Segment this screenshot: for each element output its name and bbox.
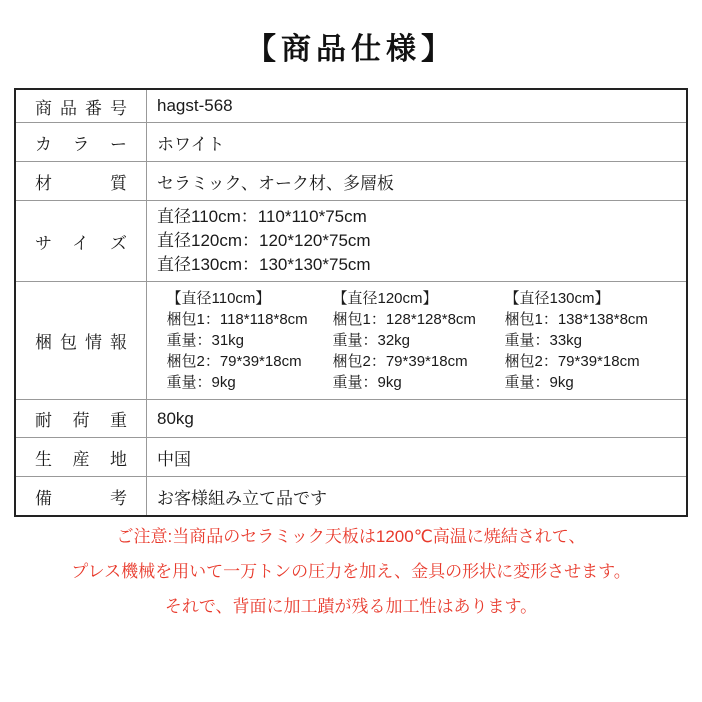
row-value bbox=[147, 162, 686, 200]
table-row-color bbox=[16, 122, 686, 161]
row-label-text: 生産地 bbox=[35, 449, 127, 469]
row-value bbox=[147, 400, 686, 437]
row-value bbox=[147, 477, 686, 515]
packing-header: 【直径110cm】 bbox=[166, 290, 271, 307]
caution-notice bbox=[0, 519, 702, 624]
table-row-packing bbox=[16, 281, 686, 399]
table-row-origin bbox=[16, 437, 686, 476]
origin-value: 中国 bbox=[157, 449, 191, 469]
product-number-value: hagst-568 bbox=[157, 96, 233, 115]
table-row-product-number bbox=[16, 90, 686, 122]
notes-value: お客様組み立て品です bbox=[157, 488, 327, 508]
packing-line: 梱包2：79*39*18cm bbox=[332, 353, 468, 370]
row-value bbox=[147, 90, 686, 122]
color-value: ホワイト bbox=[157, 134, 225, 154]
row-label bbox=[16, 438, 147, 476]
row-label-text: 備考 bbox=[35, 488, 127, 508]
row-label bbox=[16, 282, 147, 399]
table-row-load-capacity bbox=[16, 399, 686, 437]
row-label bbox=[16, 90, 147, 122]
material-value: セラミック、オーク材、多層板 bbox=[157, 173, 394, 193]
row-label bbox=[16, 201, 147, 281]
caution-line: それで、背面に加工蹟が残る加工性はあります。 bbox=[164, 597, 538, 616]
packing-line: 梱包1：128*128*8cm bbox=[332, 311, 476, 328]
packing-line: 重量：31kg bbox=[166, 332, 245, 349]
packing-line: 梱包2：79*39*18cm bbox=[166, 353, 302, 370]
packing-line: 重量：32kg bbox=[332, 332, 411, 349]
packing-column-120cm bbox=[333, 288, 505, 393]
packing-line: 重量：9kg bbox=[332, 374, 402, 391]
row-label-text: 耐荷重 bbox=[35, 411, 127, 430]
caution-line: プレス機械を用いて一万トンの圧力を加え、金具の形状に変形させます。 bbox=[71, 562, 631, 581]
packing-column-130cm bbox=[505, 288, 675, 393]
packing-line: 重量：9kg bbox=[504, 374, 574, 391]
row-label-text: 梱包情報 bbox=[35, 333, 127, 352]
load-capacity-value: 80kg bbox=[157, 408, 194, 428]
table-row-size bbox=[16, 200, 686, 281]
size-line: 直径130cm：130*130*75cm bbox=[157, 255, 371, 274]
packing-column-110cm bbox=[167, 288, 333, 393]
row-label bbox=[16, 477, 147, 515]
table-row-material bbox=[16, 161, 686, 200]
row-label-text: サイズ bbox=[35, 233, 127, 253]
row-label bbox=[16, 400, 147, 437]
row-value bbox=[147, 438, 686, 476]
packing-line: 重量：33kg bbox=[504, 332, 583, 349]
caution-line: ご注意:当商品のセラミック天板は1200℃高温に焼結されて、 bbox=[116, 527, 586, 546]
size-line: 直径120cm：120*120*75cm bbox=[157, 231, 371, 250]
size-line: 直径110cm：110*110*75cm bbox=[157, 207, 367, 226]
packing-header: 【直径130cm】 bbox=[504, 290, 610, 307]
page-title: 【商品仕様】 bbox=[246, 33, 456, 66]
packing-line: 梱包2：79*39*18cm bbox=[504, 353, 640, 370]
packing-line: 梱包1：118*118*8cm bbox=[166, 311, 308, 328]
product-spec-table bbox=[14, 88, 688, 517]
row-value bbox=[147, 123, 686, 161]
packing-line: 重量：9kg bbox=[166, 374, 236, 391]
table-row-notes bbox=[16, 476, 686, 515]
packing-line: 梱包1：138*138*8cm bbox=[504, 311, 648, 328]
packing-header: 【直径120cm】 bbox=[332, 290, 438, 307]
row-label-text: カラー bbox=[35, 134, 127, 154]
row-label-text: 商品番号 bbox=[35, 98, 127, 118]
row-label bbox=[16, 123, 147, 161]
row-label-text: 材質 bbox=[35, 173, 127, 193]
row-label bbox=[16, 162, 147, 200]
row-value bbox=[147, 201, 686, 281]
row-value bbox=[147, 282, 686, 399]
